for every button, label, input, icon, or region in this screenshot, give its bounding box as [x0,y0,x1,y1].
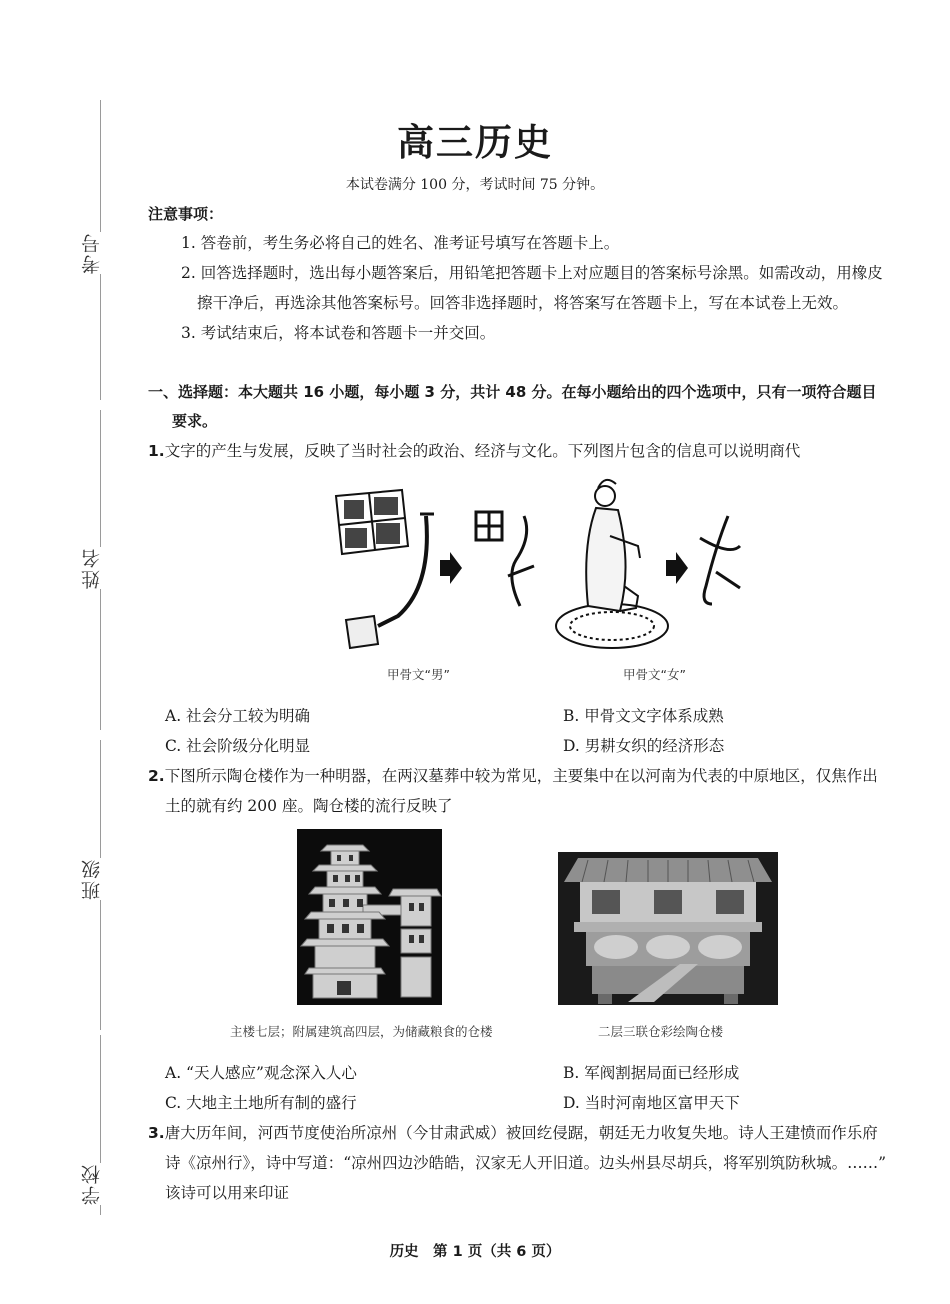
option-a[interactable]: A. “天人感应”观念深入人心 [165,1064,357,1082]
section-heading: 一、选择题：本大题共 16 小题，每小题 3 分，共计 48 分。在每小题给出的四个选项中，只有一项符合题目 [148,383,877,401]
notice-heading: 注意事项： [148,205,224,223]
notice-item: 擦干净后，再选涂其他答案标号。回答非选择题时，将答案写在答题卡上，写在本试卷上无效。 [197,294,849,312]
notice-item: 3. 考试结束后，将本试卷和答题卡一并交回。 [181,324,496,342]
page-title: 高三历史 [397,120,553,164]
question-number: 2. [148,767,165,785]
question-1-stem [148,436,800,466]
binding-label-class: 班级 [81,858,103,900]
binding-label-exam-number: 考号 [81,232,103,274]
option-c[interactable]: C. 大地主土地所有制的盛行 [165,1094,357,1112]
binding-label-school: 学校 [81,1163,103,1205]
question-number: 1. [148,442,165,460]
notice-item: 1. 答卷前，考生务必将自己的姓名、准考证号填写在答题卡上。 [181,234,620,252]
question-2-stem-cont: 土的就有约 200 座。陶仓楼的流行反映了 [165,797,453,815]
binding-label-name: 姓名 [81,547,103,589]
arrow-icon [440,552,462,584]
pottery-granary-photo [558,852,778,1005]
question-3-stem [148,1118,878,1148]
question-3-stem-cont: 该诗可以用来印证 [165,1184,290,1202]
option-a[interactable]: A. 社会分工较为明确 [165,707,311,725]
question-2-stem [148,761,878,791]
exam-subtitle: 本试卷满分 100 分，考试时间 75 分钟。 [345,177,605,193]
figure-caption: 甲骨文“男” [387,667,450,682]
question-text: 唐大历年间，河西节度使治所凉州（今甘肃武威）被回纥侵踞，朝廷无力收复失地。诗人王建愤而作乐府 [164,1124,878,1142]
question-text: 下图所示陶仓楼作为一种明器，在两汉墓葬中较为常见，主要集中在以河南为代表的中原地区，仅焦作出 [164,767,878,785]
page-footer: 历史 第 1 页（共 6 页） [389,1244,561,1260]
option-c[interactable]: C. 社会阶级分化明显 [165,737,311,755]
option-d[interactable]: D. 当时河南地区富甲天下 [563,1094,740,1112]
field-drawing [336,490,408,554]
figure-caption: 二层三联仓彩绘陶仓楼 [598,1024,724,1039]
question-number: 3. [148,1124,165,1142]
figure-caption: 主楼七层；附属建筑高四层，为储藏粮食的仓楼 [230,1024,493,1039]
section-heading-cont: 要求。 [172,412,218,430]
oracle-bone-figure [320,476,750,656]
question-3-stem-cont: 诗《凉州行》，诗中写道：“凉州四边沙皓皓，汉家无人开旧道。边头州县尽胡兵，将军别筑防秋城。……” [165,1154,887,1172]
option-b[interactable]: B. 甲骨文文字体系成熟 [563,707,724,725]
oracle-character-nv [700,516,740,604]
option-d[interactable]: D. 男耕女织的经济形态 [563,737,725,755]
question-text: 文字的产生与发展，反映了当时社会的政治、经济与文化。下列图片包含的信息可以说明商代 [164,442,801,460]
oracle-character-nan [476,512,534,606]
kneeling-woman-drawing [556,480,668,648]
pottery-tower-photo [297,829,442,1005]
option-b[interactable]: B. 军阀割据局面已经形成 [563,1064,740,1082]
arrow-icon [666,552,688,584]
figure-caption: 甲骨文“女” [623,667,686,682]
notice-item: 2. 回答选择题时，选出每小题答案后，用铅笔把答题卡上对应题目的答案标号涂黑。如需改动，用橡皮 [181,264,883,282]
